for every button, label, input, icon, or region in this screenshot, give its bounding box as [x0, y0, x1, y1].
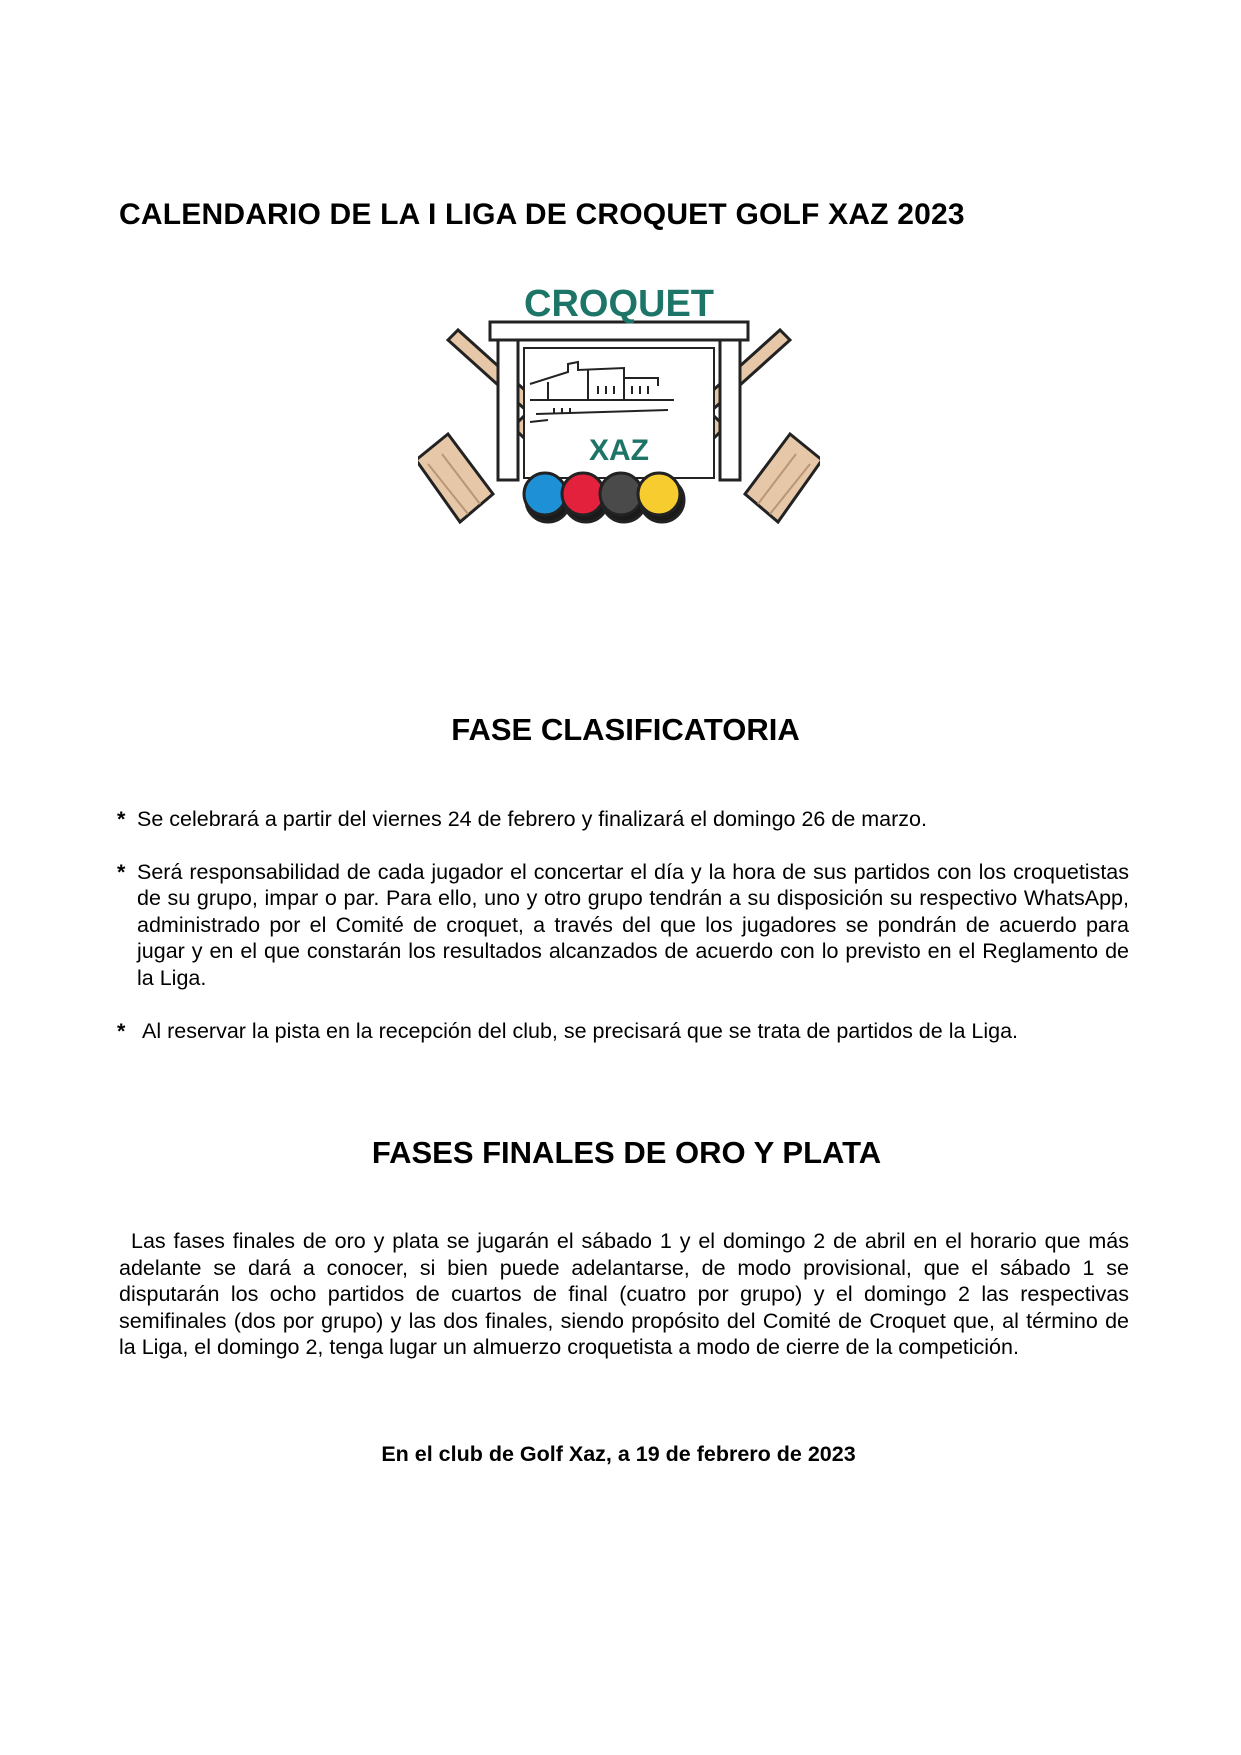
croquet-balls: [524, 473, 684, 522]
bullet-text: Será responsabilidad de cada jugador el concertar el día y la hora de sus partidos con los croquetistas de su grupo, impar o par. Para ello, uno y otro grupo tendrán a su disposición su respectivo WhatsApp, administrado por el Comité de croquet, a través del que los jugadores se pondrán de acuerdo para jugar y en el que constarán los resultados alcanzados de acuerdo con lo previsto en el Reglamento de la Liga.: [137, 860, 1129, 990]
bullet-text: Al reservar la pista en la recepción del club, se precisará que se trata de partidos de la Liga.: [142, 1019, 1019, 1043]
bullet-marker: *: [117, 807, 126, 831]
document-title: CALENDARIO DE LA I LIGA DE CROQUET GOLF XAZ 2023: [119, 198, 965, 231]
logo-bottom-text: XAZ: [589, 434, 649, 467]
bullet-marker: *: [117, 860, 126, 884]
logo-top-text: CROQUET: [524, 283, 714, 325]
list-item: [117, 1018, 1129, 1044]
signature-line: En el club de Golf Xaz, a 19 de febrero de 2023: [381, 1442, 856, 1466]
list-item: [117, 859, 1129, 991]
bullet-marker: *: [117, 1019, 126, 1043]
fases-finales-title: FASES FINALES DE ORO Y PLATA: [371, 1135, 882, 1170]
fases-finales-paragraph: Las fases finales de oro y plata se jugarán el sábado 1 y el domingo 2 de abril en el horario que más adelante se dará a conocer, si bien puede adelantarse, de modo provisional, que el sábado 1 se disputarán los ocho partidos de cuartos de final (cuatro por grupo) y el domingo 2 las respectivas semifinales (dos por grupo) y las dos finales, siendo propósito del Comité de Croquet que, al término de la Liga, el domingo 2, tenga lugar un almuerzo croquetista a modo de cierre de la competición.: [119, 1229, 1129, 1359]
croquet-xaz-logo-icon: [418, 282, 820, 606]
list-item: [117, 806, 1129, 832]
fase-clasificatoria-title: FASE CLASIFICATORIA: [451, 712, 800, 747]
bullet-text: Se celebrará a partir del viernes 24 de febrero y finalizará el domingo 26 de marzo.: [137, 807, 927, 831]
